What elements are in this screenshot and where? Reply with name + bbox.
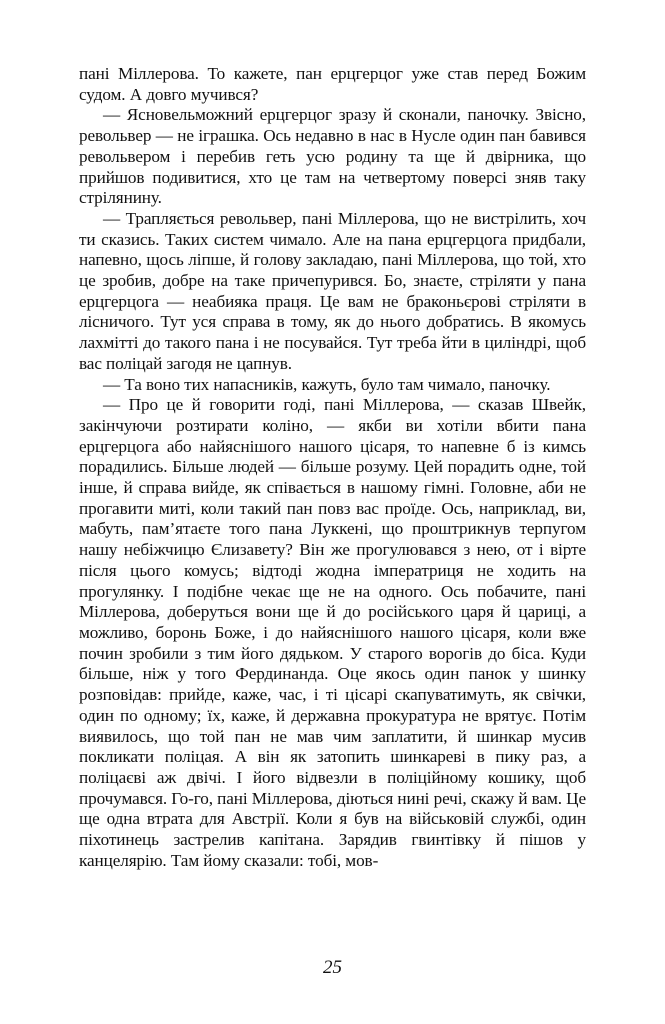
page-body-text xyxy=(79,64,586,871)
paragraph-4: — Та воно тих напасників, кажуть, було там чимало, паночку. xyxy=(103,374,551,394)
page-number: 25 xyxy=(323,957,342,978)
paragraph-3: — Трапляється револьвер, пані Міллерова, що не вистрілить, хоч ти сказись. Таких систем чимало. Але на пана ерцгерцога придбали, напевно, щось ліпше, й голову закладаю, пані Міллерова, що той, хто це зробив, добре на таке причепурився. Бо, знаєте, стріляти у пана ерцгерцога — неабияка праця. Це вам не браконьєрові стріляти в лісничого. Тут уся справа в тому, як до нього добратись. В якомусь лахмітті до такого пана і не посувайся. Тут треба йти в циліндрі, щоб вас поліцай загодя не цапнув. xyxy=(79,208,586,373)
paragraph-5: — Про це й говорити годі, пані Міллерова, — сказав Швейк, закінчуючи розтирати коліно, — якби ви хотіли вбити пана ерцгерцога або найяснішого нашого цісаря, то напевне б із кимсь порадились. Більше людей — більше розуму. Цей порадить одне, той інше, й справа вийде, як співається в нашому гімні. Головне, аби не прогавити миті, коли такий пан повз вас проїде. Ось, наприклад, ви, мабуть, пам’ятаєте того пана Луккені, що проштрикнув терпугом нашу небіжчицю Єлизавету? Він же прогулювався з нею, от і вірте після цього комусь; відтоді жодна імператриця не ходить на прогулянку. І подібне чекає ще не на одного. Ось побачите, пані Міллерова, доберуться вони ще й до російського царя й цариці, а можливо, боронь Боже, і до найяснішого нашого цісаря, коли вже почин зробили з тим його дядьком. У старого ворогів до біса. Куди більше, ніж у того Фердинанда. Оце якось один панок у шинку розповідав: прийде, каже, час, і ті цісарі скапуватимуть, як свічки, один по одному; їх, каже, й державна прокуратура не врятує. Потім виявилось, що той пан не мав чим заплатити, й шинкар мусив покликати поліцая. А він як затопить шинкареві в пику раз, а поліцаєві аж двічі. І його відвезли в поліційному кошику, щоб прочумався. Го-го, пані Міллерова, діються нині речі, скажу й вам. Це ще одна втрата для Австрії. Коли я був на військовій службі, один піхотинець застрелив капітана. Зарядив гвинтівку й пішов у канцелярію. Там йому сказали: тобі, мов- xyxy=(79,395,586,870)
paragraph-1: пані Міллерова. То кажете, пан ерцгерцог уже став перед Божим судом. А довго мучився? xyxy=(79,64,586,104)
paragraph-2: — Ясновельможний ерцгерцог зразу й сконали, паночку. Звісно, револьвер — не іграшка. Ось недавно в нас в Нусле один пан бавився револьвером і перебив геть усю родину та ще й двірника, що прийшов подивитися, хто це там на четвертому поверсі зняв таку стрілянину. xyxy=(79,105,586,208)
